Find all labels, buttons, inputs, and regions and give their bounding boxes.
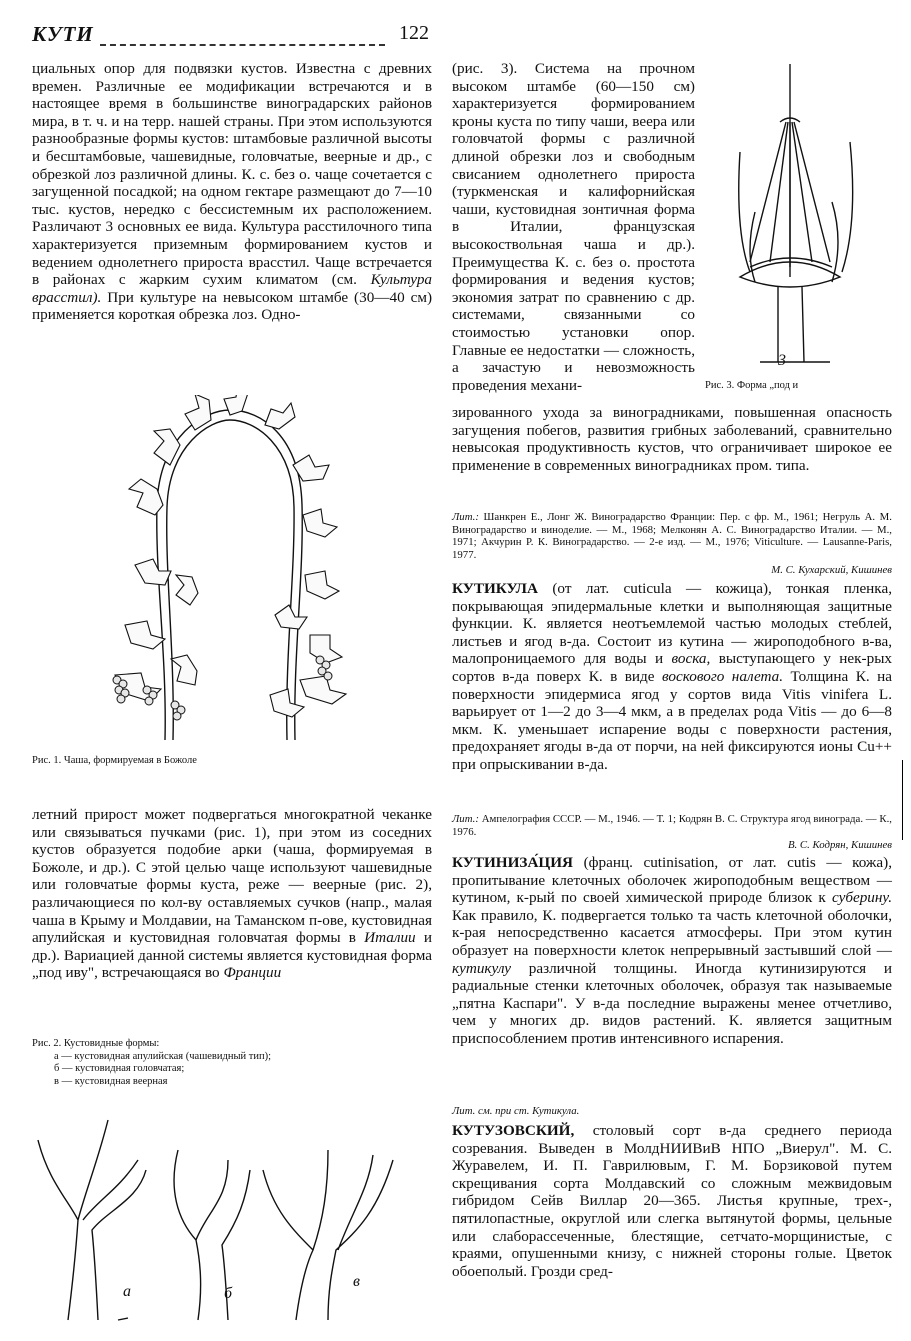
article-kutikula-heading: КУТИКУЛА xyxy=(452,580,538,597)
figure-3-caption: Рис. 3. Форма „под и xyxy=(705,380,799,391)
figure-2-caption-item: б — кустовидная головчатая; xyxy=(54,1063,185,1074)
left-top-paragraph: циальных опор для подвязки кустов. Известна с древних времен. Различные ее модификации встречаются и в настоящее время в большинстве виноградарских районов мира, в т. ч. и на терр. нашей страны. При этом используются разнообразные формы кустов: штамбовые различной высоты и бесштамбовые, чашевидные, головчатые, веерные и др., с обрезкой лоз различной длины. К. с. без о. чаще сочетается с загущенной посадкой; на одном гектаре размещают до 7—10 тыс. кустов, нередко с бессистемным их расположением. Различают 3 основных ее вида. Культура расстилочного типа характеризуется приземным формированием кустов и ведением однолетнего прироста врасстил. Чаще встречается в районах с жарким сухим климатом (см. Культура врасстил). При культуре на невысоком штамбе (30—40 см) применяется короткая обрезка лоз. Одно- xyxy=(32,60,433,324)
literature-1: Лит.: Шанкрен Е., Лонг Ж. Виноградарство Франции: Пер. с фр. М., 1961; Негруль А. М. Виноградарство и виноделие. — М., 1968; Мелконян А. С. Виноградарство Италии. — М., 1971; Акчурин Р. К. Виноградарство. — 2-е изд. — М., 1976; Viticulture. — Lausanne-Paris, 1977. xyxy=(452,511,892,561)
margin-mark xyxy=(902,760,903,840)
figure-1-arch xyxy=(95,395,360,745)
article-kutikula: КУТИКУЛА (от лат. cuticula — кожица), тонкая пленка, покрывающая эпидермальные клетки и выполняющая защитные функции. К. является неотъемлемой частью молодых стеблей, листьев и ягод в-да. Состоит из кутина — жироподобного в-ва, малопроницаемого для воды и воска, выступающего у нек-рых сортов в-да поверх К. в виде воскового налета. Толщина К. на поверхности эпидермиса ягод у сортов вида Vitis vinifera L. варьирует от 1—2 до 3—4 мкм, а в пределах рода Vitis — до 6—8 мкм. К. уменьшает испарение воды с поверхности растения, предохраняет ягоды в-да от порчи, на ней фиксируются ионы Cu++ при опрыскивании в-да. xyxy=(452,580,893,773)
figure-2-label-v: в xyxy=(353,1273,360,1290)
figure-2-caption-item: в — кустовидная веерная xyxy=(54,1075,168,1087)
header-rule xyxy=(100,44,385,46)
figure-2-caption xyxy=(32,1038,392,1088)
left-bottom-paragraph: летний прирост может подвергаться многократной чеканке или связываться пучками (рис. 1), при этом из соседних кустов образуется подобие арки (чаша, формируемая в Божоле, и др.). С этой целью чаще используют чашевидные или головчатые формы куста, реже — веерные (рис. 2), различающиеся по кол-ву оставляемых сучков (напр., малая чаша в Крыму и Молдавии, на Таманском п-ове, кустовидная апулийская и кустовидная головчатая формы в Италии и др.). Вариацией данной системы является кустовидная форма „под иву", встречающаяся во Франции xyxy=(32,806,432,982)
running-header: КУТИ xyxy=(32,22,94,46)
figure-2-caption-item: а — кустовидная апулийская (чашевидный тип); xyxy=(54,1050,272,1062)
figure-2-trunks xyxy=(28,1100,428,1325)
article-kutinizatsiya: КУТИНИЗА́ЦИЯ (франц. cutinisation, от лат. cutis — кожа), пропитывание клеточных оболочек жироподобным веществом — кутином, к-рый по своей химической природе близок к суберину. Как правило, К. подвергается только та часть клеточной оболочки, к-рая непосредственно касается атмосферы. При этом кутин образует на поверхности клеток непрерывный застывший слой — кутикулу различной толщины. Иногда кутинизируются и радиальные стенки клеточных оболочек, образуя так называемые „пятна Каспари". У в-да последние выражены менее отчетливо, чем у многих др. видов растений. К. является защитным приспособлением против интенсивного испарения. xyxy=(452,854,892,1047)
arch-leaves xyxy=(115,395,346,717)
literature-3: Лит. см. при ст. Кутикула. xyxy=(452,1105,580,1117)
figure-1-caption: Рис. 1. Чаша, формируемая в Божоле xyxy=(32,755,197,766)
middle-top-paragraph: (рис. 3). Система на прочном высоком штамбе (60—150 см) характеризуется формированием кроны куста по типу чаши, веера или головчатой формы с различной длиной обрезки лоз и свободным свисанием однолетнего прироста (туркменская и калифорнийская чаши, кустовидная зонтичная форма в Италии, французская высокоствольная чаша и др.). Преимущества К. с. без о. простота формирования и ведения кустов; экономия затрат по сравнению с др. системами, связанными со стоимостью установки опор. Главные ее недостатки — сложность, а зачастую и невозможность проведения механи- xyxy=(452,60,695,394)
figure-2-label-a: а xyxy=(123,1283,131,1300)
article-kutuzovsky-heading: КУТУЗОВСКИЙ, xyxy=(452,1122,575,1139)
figure-2-label-b: б xyxy=(224,1285,233,1302)
right-continuation-paragraph: зированного ухода за виноградниками, повышенная опасность загущения побегов, развития грибных заболеваний, сравнительно невысокая продуктивность кустов, что ограничивает широкое ее применение в современных виноградниках пром. типа. xyxy=(452,404,892,474)
figure-2-caption-title: Рис. 2. Кустовидные формы: xyxy=(32,1038,160,1049)
literature-2: Лит.: Ампелография СССР. — М., 1946. — Т. 1; Кодрян В. С. Структура ягод винограда. — К., 1976. xyxy=(452,813,892,838)
author-2: В. С. Кодрян, Кишинев xyxy=(787,839,892,851)
figure-3-umbrella xyxy=(720,62,870,372)
figure-3-label: 3 xyxy=(778,352,786,369)
article-kutuzovsky: КУТУЗОВСКИЙ, столовый сорт в-да среднего периода созревания. Выведен в МолдНИИВиВ НПО „Виерул". М. С. Журавелем, И. П. Гаврилювым, Г. М. Борзиковой путем скрещивания сорта Молдавский со сложным межвидовым гибридом Сейв Виллар 20—365. Листья крупные, трех-, пятилопастные, округлой или слегка вытянутой формы, цельные или слаборассеченные, блестящие, сетчато-морщинистые, с краями, опушенными книзу, с нижней стороны голые. Цветок обоеполый. Грозди сред- xyxy=(452,1122,892,1280)
author-1: М. С. Кухарский, Кишинев xyxy=(771,564,892,576)
page-number: 122 xyxy=(399,22,429,44)
article-kutinizatsiya-heading: КУТИНИЗА́ЦИЯ xyxy=(452,854,574,871)
